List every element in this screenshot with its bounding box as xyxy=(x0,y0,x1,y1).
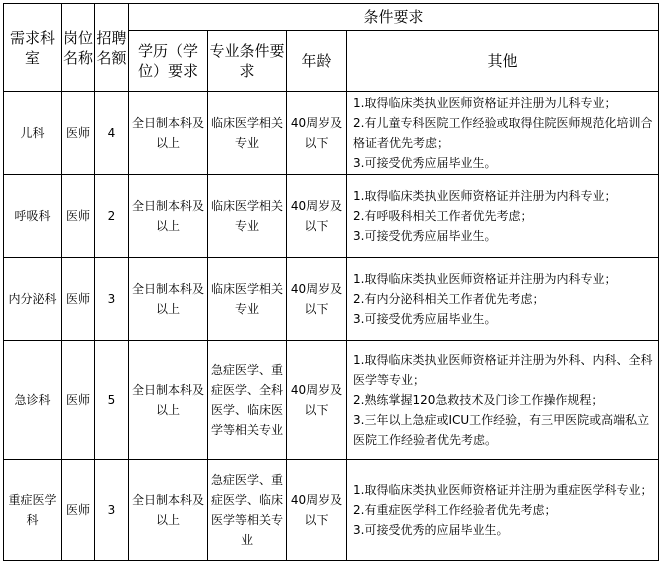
cell-age: 40周岁及以下 xyxy=(287,460,347,561)
cell-quota: 4 xyxy=(95,92,129,175)
other-line: 3.可接受优秀的应届毕业生。 xyxy=(353,523,509,537)
header-major: 专业条件要求 xyxy=(208,31,287,92)
other-line: 2.有呼吸科相关工作者优先考虑； xyxy=(353,209,533,223)
cell-quota: 3 xyxy=(95,460,129,561)
other-line: 2.熟练掌握120急救技术及门诊工作操作规程； xyxy=(353,393,604,407)
cell-post: 医师 xyxy=(62,92,95,175)
cell-major: 临床医学相关专业 xyxy=(208,175,287,258)
header-age: 年龄 xyxy=(287,31,347,92)
cell-major: 急症医学、重症医学、临床医学等相关专业 xyxy=(208,460,287,561)
cell-other xyxy=(347,258,659,341)
cell-post: 医师 xyxy=(62,460,95,561)
cell-dept: 急诊科 xyxy=(4,341,62,460)
other-line: 3.可接受优秀应届毕业生。 xyxy=(353,229,497,243)
cell-dept: 内分泌科 xyxy=(4,258,62,341)
cell-age: 40周岁及以下 xyxy=(287,258,347,341)
cell-education: 全日制本科及以上 xyxy=(129,258,208,341)
other-line: 1.取得临床类执业医师资格证并注册为内科专业； xyxy=(353,272,617,286)
cell-post: 医师 xyxy=(62,258,95,341)
other-line: 3.可接受优秀应届毕业生。 xyxy=(353,312,497,326)
cell-dept: 儿科 xyxy=(4,92,62,175)
header-dept: 需求科室 xyxy=(4,4,62,92)
cell-dept: 重症医学科 xyxy=(4,460,62,561)
other-line: 2.有儿童专科医院工作经验或取得住院医师规范化培训合格证者优先考虑； xyxy=(353,116,653,150)
other-line: 1.取得临床类执业医师资格证并注册为外科、内科、全科医学等专业； xyxy=(353,353,653,387)
cell-other xyxy=(347,460,659,561)
cell-major: 急症医学、重症医学、全科医学、临床医学等相关专业 xyxy=(208,341,287,460)
other-line: 1.取得临床类执业医师资格证并注册为内科专业； xyxy=(353,189,617,203)
cell-age: 40周岁及以下 xyxy=(287,341,347,460)
other-line: 1.取得临床类执业医师资格证并注册为重症医学科专业； xyxy=(353,483,653,497)
header-quota: 招聘名额 xyxy=(95,4,129,92)
header-education: 学历（学位）要求 xyxy=(129,31,208,92)
cell-education: 全日制本科及以上 xyxy=(129,341,208,460)
cell-other xyxy=(347,341,659,460)
cell-education: 全日制本科及以上 xyxy=(129,460,208,561)
other-line: 3.三年以上急症或ICU工作经验，有三甲医院或高端私立医院工作经验者优先考虑。 xyxy=(353,413,650,447)
cell-age: 40周岁及以下 xyxy=(287,92,347,175)
other-line: 3.可接受优秀应届毕业生。 xyxy=(353,156,497,170)
cell-quota: 3 xyxy=(95,258,129,341)
table-row xyxy=(4,258,659,341)
cell-other xyxy=(347,92,659,175)
other-line: 2.有内分泌科相关工作者优先考虑； xyxy=(353,292,545,306)
table-row xyxy=(4,341,659,460)
recruitment-table xyxy=(3,3,659,561)
header-post: 岗位名称 xyxy=(62,4,95,92)
cell-post: 医师 xyxy=(62,341,95,460)
other-line: 1.取得临床类执业医师资格证并注册为儿科专业； xyxy=(353,96,617,110)
cell-education: 全日制本科及以上 xyxy=(129,92,208,175)
table-row xyxy=(4,92,659,175)
cell-major: 临床医学相关专业 xyxy=(208,258,287,341)
other-line: 2.有重症医学科工作经验者优先考虑； xyxy=(353,503,557,517)
cell-major: 临床医学相关专业 xyxy=(208,92,287,175)
cell-age: 40周岁及以下 xyxy=(287,175,347,258)
header-other: 其他 xyxy=(347,31,659,92)
cell-post: 医师 xyxy=(62,175,95,258)
table-row xyxy=(4,460,659,561)
table-row xyxy=(4,175,659,258)
cell-dept: 呼吸科 xyxy=(4,175,62,258)
header-conditions: 条件要求 xyxy=(129,4,659,31)
cell-quota: 5 xyxy=(95,341,129,460)
cell-quota: 2 xyxy=(95,175,129,258)
header-row-1 xyxy=(4,4,659,31)
cell-education: 全日制本科及以上 xyxy=(129,175,208,258)
cell-other xyxy=(347,175,659,258)
